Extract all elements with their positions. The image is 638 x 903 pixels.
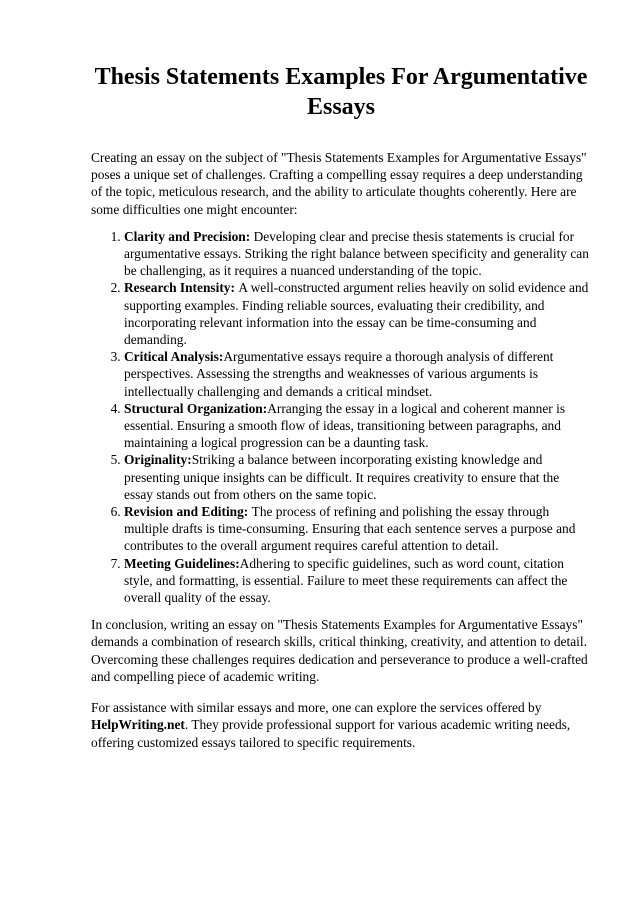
document-title: Thesis Statements Examples For Argumentative Essays [94, 64, 588, 120]
list-item-term: Revision and Editing: [124, 504, 249, 520]
document-page [91, 62, 591, 751]
list-item-term: Originality: [124, 452, 192, 468]
list-item [124, 279, 591, 348]
conclusion-paragraph: In conclusion, writing an essay on "Thesis Statements Examples for Argumentative Essays" demands a combination of research skills, critical thinking, creativity, and attention to detail. Overcoming these challenges requires dedication and perseverance to produce a well-crafted and compelling piece of academic writing. [91, 617, 588, 684]
list-item [124, 503, 591, 555]
list-item-text: Argumentative essays require a thorough analysis of different perspectives. Assessing the strengths and weaknesses of various arguments is intellectually challenging and demands a critical mindset. [124, 349, 554, 399]
list-item-term: Research Intensity: [124, 280, 235, 296]
assistance-paragraph [91, 699, 591, 751]
list-item-text: A well-constructed argument relies heavily on solid evidence and supporting examples. Finding reliable sources, evaluating their credibility, and incorporating relevant information into the essay can be time-consuming and demanding. [124, 280, 589, 348]
list-item-text: Striking a balance between incorporating existing knowledge and presenting unique insights can be difficult. It requires creativity to ensure that the essay stands out from others on the same topic. [124, 452, 560, 502]
list-item [124, 555, 591, 607]
list-item [124, 451, 591, 503]
difficulties-list [91, 228, 591, 606]
list-item-text: The process of refining and polishing the essay through multiple drafts is time-consuming. Ensuring that each sentence serves a purpose and contributes to the overall argument requires careful attention to detail. [124, 504, 576, 554]
list-item [124, 400, 591, 452]
list-item-text: Developing clear and precise thesis statements is crucial for argumentative essays. Striking the right balance between specificity and generality can be challenging, as it requires a nuanced understanding of the topic. [124, 228, 589, 279]
list-item [124, 228, 591, 280]
list-item-term: Meeting Guidelines: [124, 555, 240, 571]
list-item-term: Clarity and Precision: [124, 228, 251, 244]
brand-link[interactable]: HelpWriting.net [91, 717, 185, 733]
list-item [124, 348, 591, 400]
list-item-text: Arranging the essay in a logical and coherent manner is essential. Ensuring a smooth flow of ideas, transitioning between paragraphs, and maintaining a logical progression can be a daunting task. [124, 400, 566, 451]
assistance-text-end: . They provide professional support for various academic writing needs, offering customized essays tailored to specific requirements. [91, 717, 571, 750]
intro-paragraph: Creating an essay on the subject of "Thesis Statements Examples for Argumentative Essays" poses a unique set of challenges. Crafting a compelling essay requires a deep understanding of the topic, meticulous research, and the ability to articulate thoughts coherently. Here are some difficulties one might encounter: [91, 150, 587, 217]
list-item-term: Critical Analysis: [124, 349, 224, 365]
list-item-text: Adhering to specific guidelines, such as word count, citation style, and formatting, is essential. Failure to meet these requirements can affect the overall quality of the essay. [124, 555, 568, 606]
list-item-term: Structural Organization: [124, 400, 268, 416]
assistance-text-start: For assistance with similar essays and more, one can explore the services offered by [91, 700, 542, 716]
